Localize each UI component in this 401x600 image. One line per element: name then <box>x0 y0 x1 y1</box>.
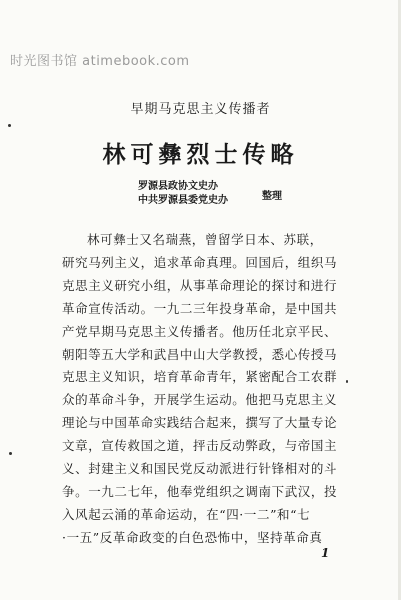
author-organizations <box>138 180 228 208</box>
body-line: 众的革命斗争，开展学生运动。他把马克思主义 <box>62 392 338 408</box>
body-line: 研究马列主义，追求革命真理。回国后，组织马 <box>62 254 338 270</box>
body-line: 革命宣传活动。一九二三年投身革命，是中国共 <box>62 300 338 316</box>
margin-mark <box>9 452 12 455</box>
body-line: 克思主义知识，培育革命青年，紧密配合工农群 <box>62 369 338 385</box>
body-line: 产党早期马克思主义传播者。他历任北京平民、 <box>62 323 338 339</box>
body-line: 争。一九二七年，他奉党组织之调南下武汉，投 <box>62 483 338 499</box>
body-line: 克思主义研究小组，从事革命理论的探讨和进行 <box>62 277 338 293</box>
body-line: 入风起云涌的革命运动，在“四·一二”和“七 <box>62 506 311 522</box>
margin-mark <box>8 124 11 127</box>
article-subtitle: 早期马克思主义传播者 <box>130 102 271 117</box>
body-line: 林可彝士又名瑞燕，曾留学日本、苏联， <box>87 232 323 247</box>
article-body <box>62 229 362 550</box>
body-line: 理论与中国革命实践结合起来，撰写了大量专论 <box>62 415 338 431</box>
body-line: ·一五”反革命政变的白色恐怖中，坚持革命真 <box>62 529 323 545</box>
article-title: 林可彝烈士传略 <box>102 141 299 168</box>
body-line: 文章，宣传救国之道，抨击反动弊政，与帝国主 <box>62 438 338 454</box>
watermark: 时光图书馆 atimebook.com <box>10 54 190 69</box>
author-org-1: 罗源县政协文史办 <box>138 181 218 192</box>
author-org-2: 中共罗源县委党史办 <box>138 195 228 206</box>
body-line: 义、封建主义和国民党反动派进行针锋相对的斗 <box>62 461 338 477</box>
author-action: 整理 <box>262 191 282 202</box>
page-number: 1 <box>321 546 330 560</box>
body-line: 朝阳等五大学和武昌中山大学教授，悉心传授马 <box>62 346 338 362</box>
